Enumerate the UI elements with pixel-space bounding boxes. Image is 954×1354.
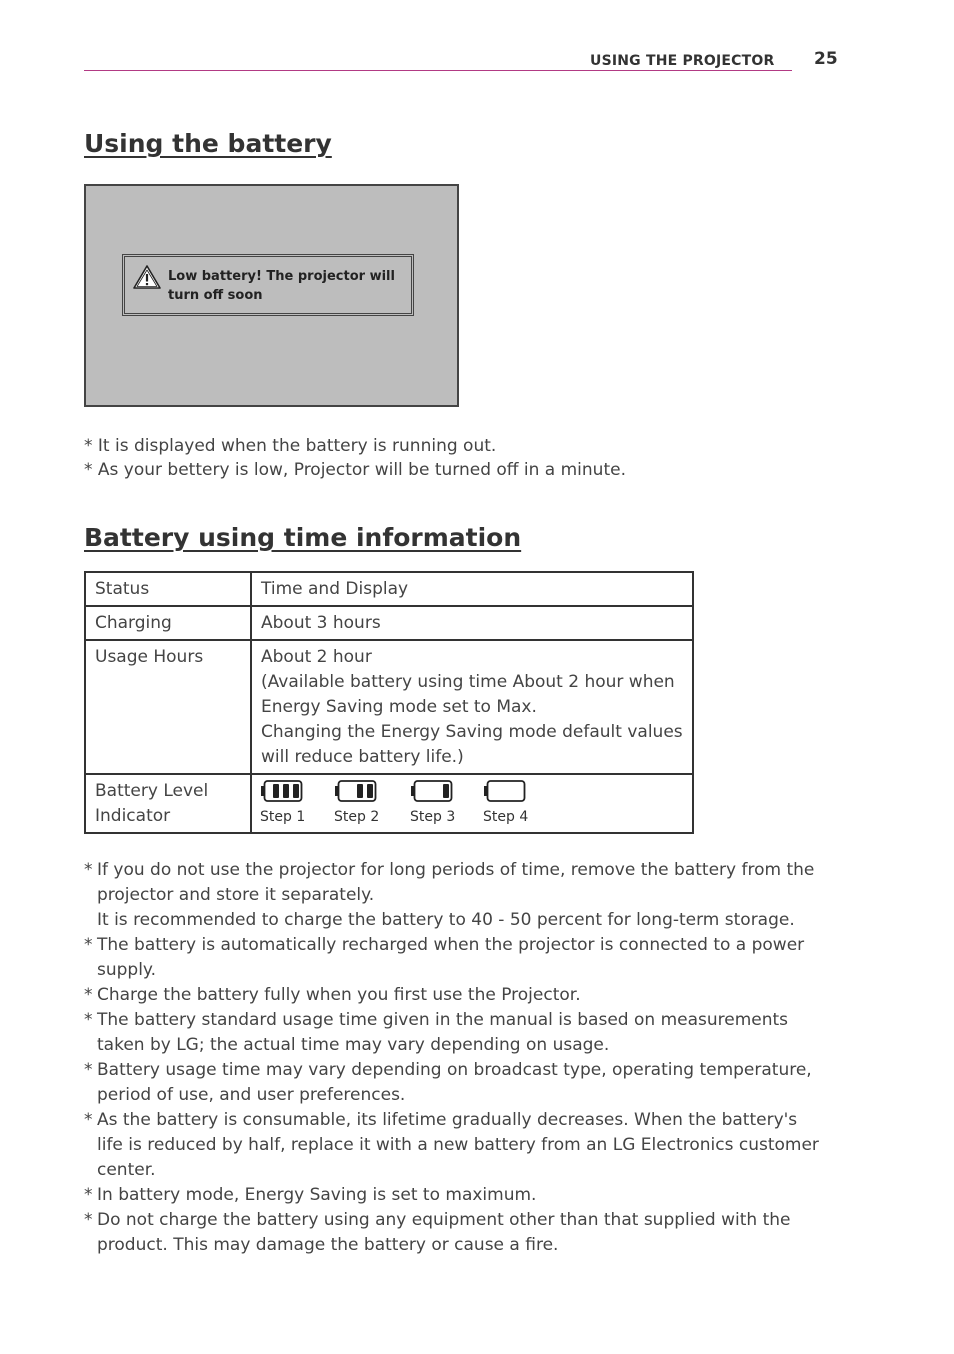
- battery-level-steps: [258, 775, 686, 829]
- battery-step-label: Step 1: [260, 809, 306, 825]
- battery-note-2: * As your bettery is low, Projector will be turned off in a minute.: [84, 460, 626, 480]
- table-cell-info: [251, 640, 693, 774]
- list-item-line: product. This may damage the battery or cause a fire.: [97, 1235, 559, 1255]
- list-item-line: The battery standard usage time given in the manual is based on measurements: [97, 1010, 789, 1030]
- battery-step-1: [260, 779, 320, 830]
- table-cell-line: About 3 hours: [261, 613, 381, 633]
- list-item-line: If you do not use the projector for long periods of time, remove the battery from the: [97, 860, 815, 880]
- header-rule: [84, 70, 792, 71]
- list-item: [84, 858, 844, 933]
- battery-step-label: Step 2: [334, 809, 380, 825]
- table-cell-line: will reduce battery life.): [261, 747, 464, 767]
- battery-icon: [260, 779, 304, 803]
- bullet-marker: *: [84, 860, 93, 880]
- table-cell-status: Usage Hours: [85, 640, 251, 774]
- bullet-marker: *: [84, 1010, 93, 1030]
- low-battery-screen-illustration: [84, 184, 459, 407]
- battery-charge-bar: [443, 784, 449, 798]
- storage-notes-list: [84, 858, 844, 1258]
- battery-step-3: [410, 779, 470, 830]
- table-cell-status: Charging: [85, 606, 251, 640]
- table-cell-info: [251, 606, 693, 640]
- battery-step-label: Step 4: [483, 809, 529, 825]
- bullet-marker: *: [84, 1185, 93, 1205]
- bullet-marker: *: [84, 935, 93, 955]
- battery-time-table: [84, 571, 694, 834]
- list-item-line: The battery is automatically recharged when the projector is connected to a power: [97, 935, 805, 955]
- warning-triangle-icon: [132, 264, 162, 290]
- battery-step-2: [334, 779, 394, 830]
- table-cell-line: (Available battery using time About 2 hour when: [261, 672, 675, 692]
- battery-charge-bar: [283, 784, 289, 798]
- bullet-marker: *: [84, 1060, 93, 1080]
- list-item: [84, 933, 844, 983]
- list-item-line: life is reduced by half, replace it with a new battery from an LG Electronics customer: [97, 1135, 819, 1155]
- table-cell-line: About 2 hour: [261, 647, 372, 667]
- bullet-marker: *: [84, 985, 93, 1005]
- page-number: 25: [814, 49, 838, 69]
- section-title-battery-time: Battery using time information: [84, 523, 522, 552]
- table-cell-line: Changing the Energy Saving mode default values: [261, 722, 683, 742]
- table-row: [85, 640, 693, 774]
- battery-charge-bar: [273, 784, 279, 798]
- bullet-marker: *: [84, 1210, 93, 1230]
- table-cell-status: Status: [85, 572, 251, 606]
- battery-step-4: [483, 779, 543, 830]
- battery-icon: [483, 779, 527, 803]
- list-item-line: projector and store it separately.: [97, 885, 375, 905]
- battery-charge-bar: [367, 784, 373, 798]
- battery-icon: [334, 779, 378, 803]
- table-cell-info: [251, 572, 693, 606]
- list-item-line: taken by LG; the actual time may vary depending on usage.: [97, 1035, 610, 1055]
- list-item-line: center.: [97, 1160, 156, 1180]
- list-item-line: Battery usage time may vary depending on broadcast type, operating temperature,: [97, 1060, 812, 1080]
- battery-icon: [410, 779, 454, 803]
- table-cell-line: Time and Display: [261, 579, 409, 599]
- list-item: [84, 1008, 844, 1058]
- table-row: [85, 774, 693, 833]
- list-item-line: Do not charge the battery using any equipment other than that supplied with the: [97, 1210, 791, 1230]
- list-item: [84, 1058, 844, 1108]
- low-battery-warning-text: Low battery! The projector will turn off soon: [168, 269, 395, 303]
- list-item: [84, 1108, 844, 1183]
- list-item-line: period of use, and user preferences.: [97, 1085, 406, 1105]
- table-cell-line: Energy Saving mode set to Max.: [261, 697, 537, 717]
- running-header-section: USING THE PROJECTOR: [590, 53, 775, 69]
- battery-step-label: Step 3: [410, 809, 456, 825]
- table-row: [85, 606, 693, 640]
- list-item: [84, 983, 844, 1008]
- list-item-line: It is recommended to charge the battery to 40 - 50 percent for long-term storage.: [97, 910, 795, 930]
- list-item-line: supply.: [97, 960, 156, 980]
- battery-level-steps-cell: [251, 774, 693, 833]
- battery-charge-bar: [293, 784, 299, 798]
- list-item-line: As the battery is consumable, its lifetime gradually decreases. When the battery's: [97, 1110, 798, 1130]
- list-item-line: Charge the battery fully when you first use the Projector.: [97, 985, 581, 1005]
- battery-charge-bar: [357, 784, 363, 798]
- bullet-marker: *: [84, 1110, 93, 1130]
- table-row: [85, 572, 693, 606]
- battery-note-1: * It is displayed when the battery is running out.: [84, 436, 497, 456]
- list-item-line: In battery mode, Energy Saving is set to maximum.: [97, 1185, 537, 1205]
- low-battery-warning-box: [122, 254, 414, 316]
- table-cell-status: [85, 774, 251, 833]
- section-title-using-battery: Using the battery: [84, 129, 332, 158]
- table-cell-line: Battery Level: [95, 781, 209, 801]
- list-item: [84, 1208, 844, 1258]
- table-cell-line: Indicator: [95, 806, 171, 826]
- list-item: [84, 1183, 844, 1208]
